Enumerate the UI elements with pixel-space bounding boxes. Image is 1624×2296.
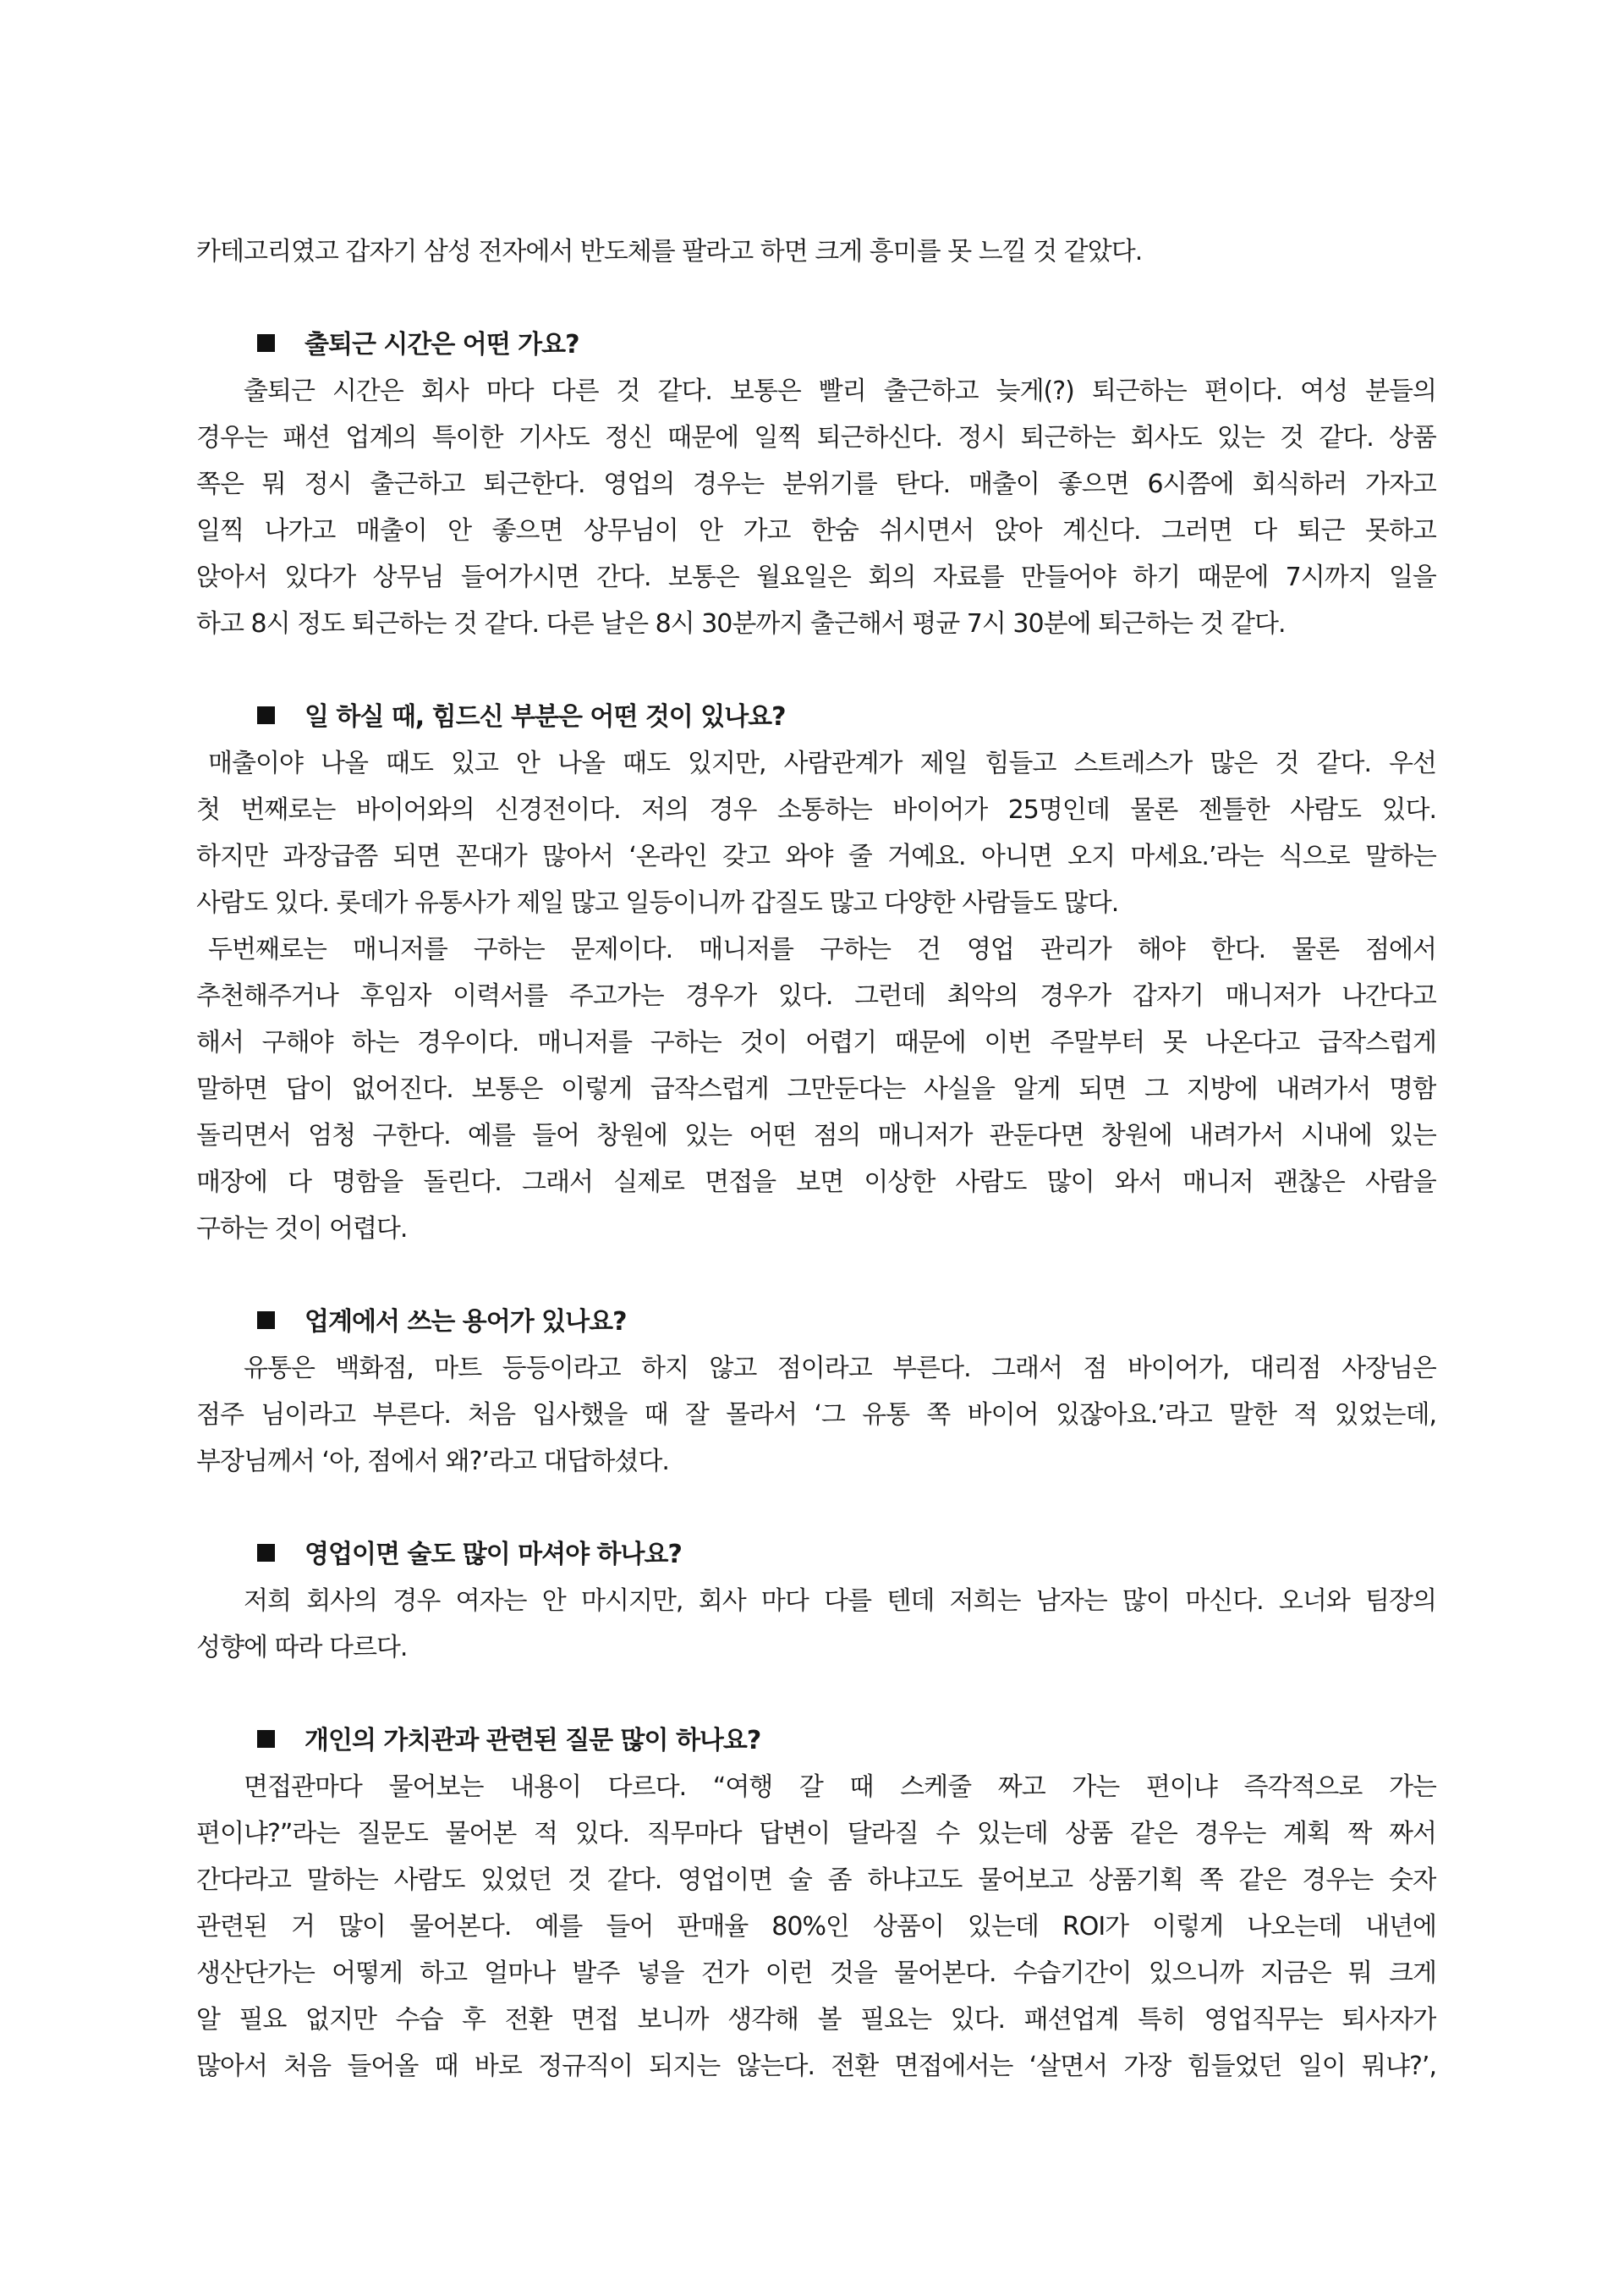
paragraph-line: 경우는 패션 업계의 특이한 기사도 정신 때문에 일찍 퇴근하신다. 정시 퇴근하는 회사도 있는 것 같다. 상품 [196, 423, 1436, 453]
section-commute-hours [196, 321, 1436, 647]
paragraph-line: 첫 번째로는 바이어와의 신경전이다. 저의 경우 소통하는 바이어가 25명인데 물론 젠틀한 사람도 있다. [196, 795, 1436, 825]
paragraph-line: 유통은 백화점, 마트 등등이라고 하지 않고 점이라고 부른다. 그래서 점 바이어가, 대리점 사장님은 [244, 1354, 1436, 1383]
section-heading-text: 출퇴근 시간은 어떤 가요? [304, 330, 579, 360]
paragraph-line: 두번째로는 매니저를 구하는 문제이다. 매니저를 구하는 건 영업 관리가 해야 한다. 물론 점에서 [208, 935, 1436, 964]
paragraph-line: 편이냐?”라는 질문도 물어본 적 있다. 직무마다 답변이 달라질 수 있는데 상품 같은 경우는 계획 짝 짜서 [196, 1819, 1436, 1848]
section-difficulties [196, 694, 1436, 1252]
paragraph-line: 매장에 다 명함을 돌린다. 그래서 실제로 면접을 보면 이상한 사람도 많이 와서 매니저 괜찮은 사람을 [196, 1167, 1436, 1197]
paragraph-line: 부장님께서 ‘아, 점에서 왜?’라고 대답하셨다. [196, 1447, 669, 1476]
section-gap [196, 1485, 1436, 1531]
section-heading-text: 영업이면 술도 많이 마셔야 하나요? [304, 1540, 682, 1569]
paragraph-line: 해서 구해야 하는 경우이다. 매니저를 구하는 것이 어렵기 때문에 이번 주말부터 못 나온다고 급작스럽게 [196, 1028, 1436, 1057]
paragraph-line: 쪽은 뭐 정시 출근하고 퇴근한다. 영업의 경우는 분위기를 탄다. 매출이 좋으면 6시쯤에 회식하러 가자고 [196, 470, 1436, 499]
paragraph-line: 점주 님이라고 부른다. 처음 입사했을 때 잘 몰라서 ‘그 유통 쪽 바이어 있잖아요.’라고 말한 적 있었는데, [196, 1400, 1436, 1430]
paragraph-line: 생산단가는 어떻게 하고 얼마나 발주 넣을 건가 이런 것을 물어본다. 수습기간이 있으니까 지금은 뭐 크게 [196, 1958, 1436, 1988]
paragraph-line: 관련된 거 많이 물어본다. 예를 들어 판매율 80%인 상품이 있는데 ROI가 이렇게 나오는데 내년에 [196, 1912, 1436, 1942]
section-values-questions [196, 1717, 1436, 2090]
paragraph-line: 말하면 답이 없어진다. 보통은 이렇게 급작스럽게 그만둔다는 사실을 알게 되면 그 지방에 내려가서 명함 [196, 1074, 1436, 1104]
section-heading [196, 1531, 1436, 1578]
paragraph-line: 출퇴근 시간은 회사 마다 다른 것 같다. 보통은 빨리 출근하고 늦게(?) 퇴근하는 편이다. 여성 분들의 [244, 376, 1436, 406]
section-drinking [196, 1531, 1436, 1671]
section-heading-text: 일 하실 때, 힘드신 부분은 어떤 것이 있나요? [304, 702, 786, 732]
paragraph-line: 추천해주거나 후임자 이력서를 주고가는 경우가 있다. 그런데 최악의 경우가 갑자기 매니저가 나간다고 [196, 981, 1436, 1011]
paragraph-line: 매출이야 나올 때도 있고 안 나올 때도 있지만, 사람관계가 제일 힘들고 스트레스가 많은 것 같다. 우선 [208, 749, 1436, 778]
section-heading [196, 321, 1436, 368]
paragraph-line: 사람도 있다. 롯데가 유통사가 제일 많고 일등이니까 갑질도 많고 다양한 사람들도 많다. [196, 888, 1119, 918]
square-bullet-icon [257, 334, 275, 352]
square-bullet-icon [257, 1544, 275, 1562]
paragraph-line: 간다라고 말하는 사람도 있었던 것 같다. 영업이면 술 좀 하냐고도 물어보고 상품기획 쪽 같은 경우는 숫자 [196, 1865, 1436, 1895]
section-heading [196, 694, 1436, 740]
document-page [196, 228, 1436, 2090]
paragraph-line: 알 필요 없지만 수습 후 전환 면접 보니까 생각해 볼 필요는 있다. 패션업계 특히 영업직무는 퇴사자가 [196, 2005, 1436, 2035]
square-bullet-icon [257, 706, 275, 724]
square-bullet-icon [257, 1311, 275, 1329]
paragraph-line: 돌리면서 엄청 구한다. 예를 들어 창원에 있는 어떤 점의 매니저가 관둔다면 창원에 내려가서 시내에 있는 [196, 1121, 1436, 1151]
section-gap [196, 275, 1436, 321]
paragraph-line: 앉아서 있다가 상무님 들어가시면 간다. 보통은 월요일은 회의 자료를 만들어야 하기 때문에 7시까지 일을 [196, 563, 1436, 592]
paragraph-line: 하지만 과장급쯤 되면 꼰대가 많아서 ‘온라인 갖고 와야 줄 거예요. 아니면 오지 마세요.’라는 식으로 말하는 [196, 842, 1436, 871]
section-heading-text: 업계에서 쓰는 용어가 있나요? [304, 1307, 627, 1337]
section-gap [196, 1252, 1436, 1299]
section-heading [196, 1717, 1436, 1764]
paragraph-line: 성향에 따라 다르다. [196, 1633, 408, 1662]
section-heading-text: 개인의 가치관과 관련된 질문 많이 하나요? [304, 1726, 761, 1755]
paragraph-line: 많아서 처음 들어올 때 바로 정규직이 되지는 않는다. 전환 면접에서는 ‘살면서 가장 힘들었던 일이 뭐냐?’, [196, 2052, 1436, 2081]
section-gap [196, 647, 1436, 694]
paragraph-line: 일찍 나가고 매출이 안 좋으면 상무님이 안 가고 한숨 쉬시면서 앉아 계신다. 그러면 다 퇴근 못하고 [196, 516, 1436, 546]
paragraph-line: 카테고리였고 갑자기 삼성 전자에서 반도체를 팔라고 하면 크게 흥미를 못 느낄 것 같았다. [196, 237, 1143, 266]
paragraph-line: 구하는 것이 어렵다. [196, 1214, 408, 1244]
paragraph-line: 면접관마다 물어보는 내용이 다르다. “여행 갈 때 스케줄 짜고 가는 편이냐 즉각적으로 가는 [244, 1772, 1436, 1802]
section-heading [196, 1299, 1436, 1345]
intro-paragraph [196, 228, 1436, 275]
section-gap [196, 1671, 1436, 1717]
paragraph-line: 하고 8시 정도 퇴근하는 것 같다. 다른 날은 8시 30분까지 출근해서 평균 7시 30분에 퇴근하는 것 같다. [196, 609, 1286, 639]
square-bullet-icon [257, 1730, 275, 1748]
paragraph-line: 저희 회사의 경우 여자는 안 마시지만, 회사 마다 다를 텐데 저희는 남자는 많이 마신다. 오너와 팀장의 [244, 1586, 1436, 1616]
section-industry-terms [196, 1299, 1436, 1485]
